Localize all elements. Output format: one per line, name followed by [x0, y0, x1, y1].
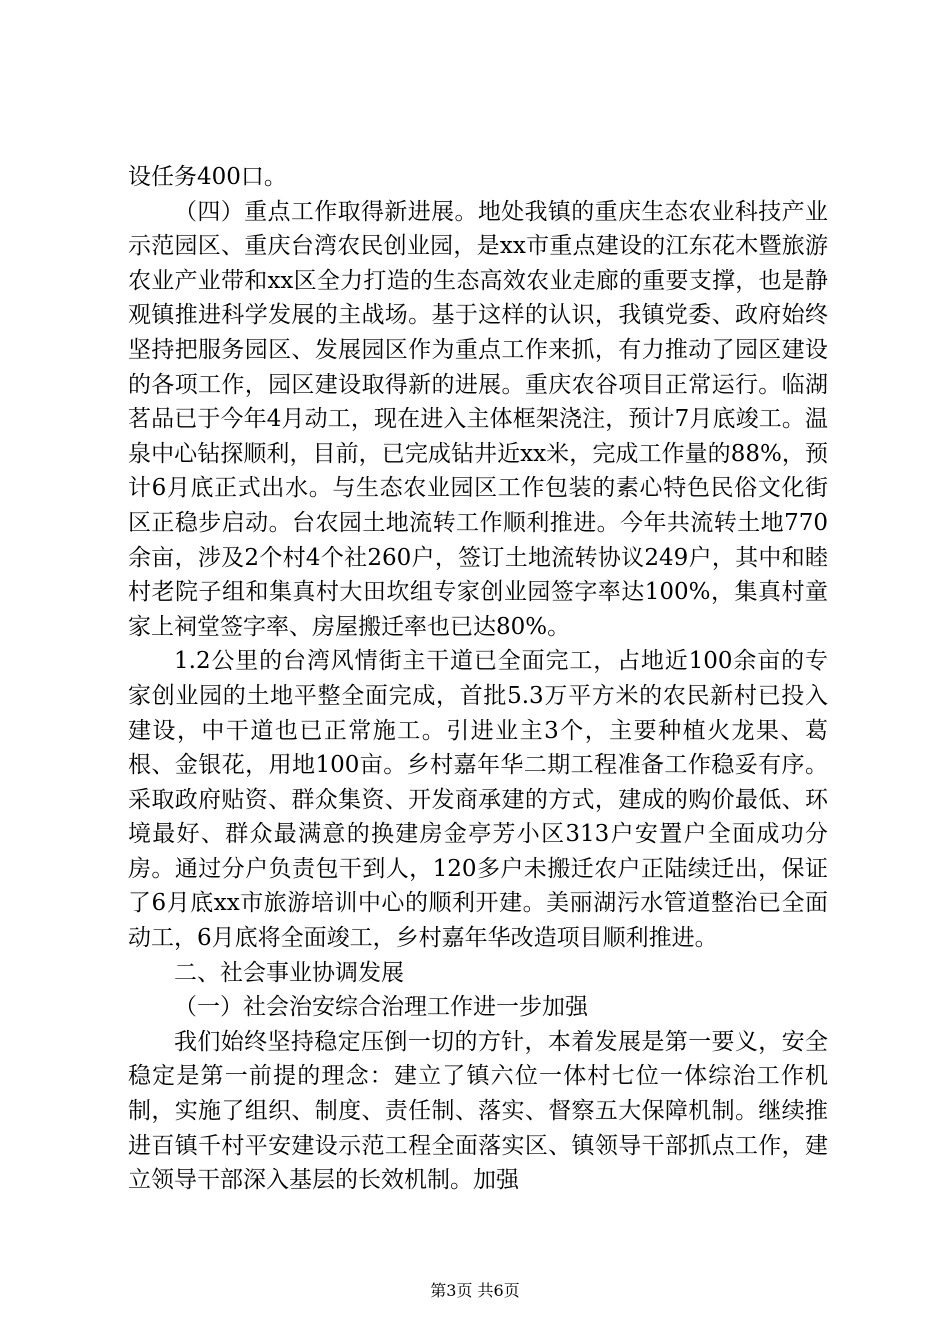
- paragraph-taiwan-street: 1.2公里的台湾风情街主干道已全面完工，占地近100余亩的专家创业园的土地平整全面完成，首批5.3万平方米的农民新村已投入建设，中干道也已正常施工。引进业主3个，主要种植火龙果、葛根、金银花，用地100亩。乡村嘉年华二期工程准备工作稳妥有序。采取政府贴资、群众集资、开发商承建的方式，建成的购价最低、环境最好、群众最满意的换建房金亭芳小区313户安置户全面成功分房。通过分户负责包干到人，120多户未搬迁农户正陆续迁出，保证了6月底xx市旅游培训中心的顺利开建。美丽湖污水管道整治已全面动工，6月底将全面竣工，乡村嘉年华改造项目顺利推进。: [128, 648, 828, 952]
- paragraph-tail: 设任务400口。: [128, 164, 287, 190]
- paragraph-stability: 我们始终坚持稳定压倒一切的方针，本着发展是第一要义，安全稳定是第一前提的理念：建立了镇六位一体村七位一体综治工作机制，实施了组织、制度、责任制、落实、督察五大保障机制。继续推进百镇千村平安建设示范工程全面落实区、镇领导干部抓点工作，建立领导干部深入基层的长效机制。加强: [128, 1028, 828, 1194]
- section-heading-social: 二、社会事业协调发展: [174, 959, 404, 986]
- page-number-footer: 第3页 共6页: [430, 1281, 520, 1300]
- paragraph-key-work-progress: （四）重点工作取得新进展。地处我镇的重庆生态农业科技产业示范园区、重庆台湾农民创业园，是xx市重点建设的江东花木暨旅游农业产业带和xx区全力打造的生态高效农业走廊的重要支撑，也是静观镇推进科学发展的主战场。基于这样的认识，我镇党委、政府始终坚持把服务园区、发展园区作为重点工作来抓，有力推动了园区建设的各项工作，园区建设取得新的进展。重庆农谷项目正常运行。临湖茗品已于今年4月动工，现在进入主体框架浇注，预计7月底竣工。温泉中心钻探顺利，目前，已完成钻井近xx米，完成工作量的88%，预计6月底正式出水。与生态农业园区工作包装的素心特色民俗文化街区正稳步启动。台农园土地流转工作顺利推进。今年共流转土地770余亩，涉及2个村4个社260户，签订土地流转协议249户，其中和睦村老院子组和集真村大田坎组专家创业园签字率达100%，集真村童家上祠堂签字率、房屋搬迁率也已达80%。: [128, 198, 828, 640]
- subsection-heading-security: （一）社会治安综合治理工作进一步加强: [174, 994, 588, 1021]
- document-body: [128, 160, 828, 1198]
